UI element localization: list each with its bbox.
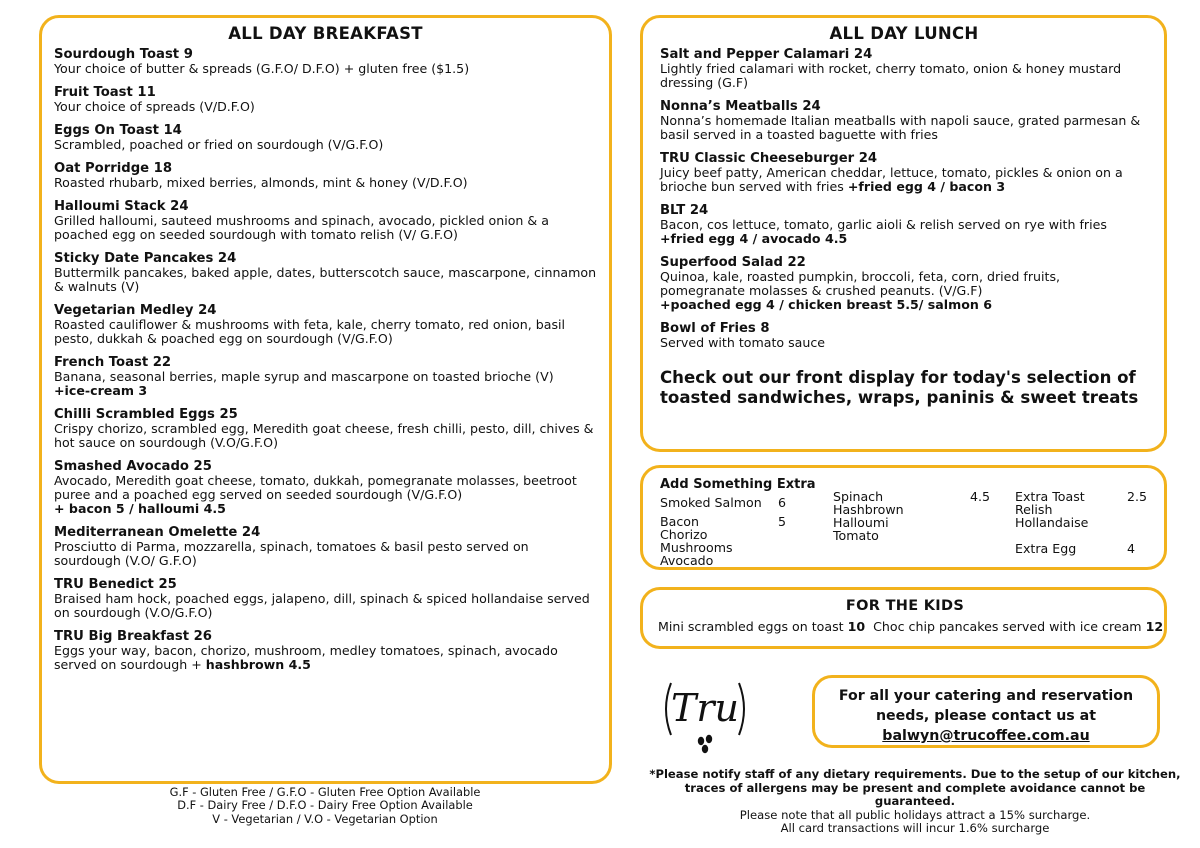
menu-item-description bbox=[660, 62, 1148, 90]
extra-item-name: Mushrooms bbox=[660, 540, 733, 555]
menu-item-name: BLT 24 bbox=[660, 203, 709, 218]
menu-item bbox=[54, 251, 597, 294]
lunch-list bbox=[660, 47, 1148, 350]
menu-item-addon: hashbrown 4.5 bbox=[205, 657, 311, 672]
lunch-display-note: Check out our front display for today's selection of toasted sandwiches, wraps, paninis & sweet treats bbox=[660, 368, 1139, 407]
legend-line: D.F - Dairy Free / D.F.O - Dairy Free Option Available bbox=[177, 798, 473, 813]
menu-item-description-text: Lightly fried calamari with rocket, cherry tomato, onion & honey mustard dressing (G.F) bbox=[660, 61, 1122, 90]
menu-item-description-text: Nonna’s homemade Italian meatballs with napoli sauce, grated parmesan & basil served in a toasted baguette with fries bbox=[660, 113, 1141, 142]
tru-logo bbox=[657, 661, 753, 757]
menu-item bbox=[54, 577, 597, 620]
menu-item-description bbox=[54, 318, 597, 346]
menu-item-description bbox=[54, 62, 597, 76]
menu-item-description bbox=[54, 176, 597, 190]
extras-column-3 bbox=[1015, 490, 1155, 555]
menu-item-name: Sticky Date Pancakes 24 bbox=[54, 251, 237, 266]
menu-item-name: Superfood Salad 22 bbox=[660, 255, 806, 270]
extra-item bbox=[1015, 516, 1155, 529]
menu-item-name: Mediterranean Omelette 24 bbox=[54, 525, 261, 540]
menu-item-description-text: Prosciutto di Parma, mozzarella, spinach, tomatoes & basil pesto served on sourdough (V.O/ G.F.O) bbox=[54, 539, 529, 568]
breakfast-title: ALL DAY BREAKFAST bbox=[228, 24, 423, 43]
menu-item-name: Halloumi Stack 24 bbox=[54, 199, 189, 214]
menu-item-description bbox=[660, 270, 1148, 312]
menu-item bbox=[54, 85, 597, 114]
menu-item-name: Chilli Scrambled Eggs 25 bbox=[54, 407, 238, 422]
kids-item-2: Choc chip pancakes served with ice cream bbox=[865, 619, 1146, 634]
menu-item-name: TRU Benedict 25 bbox=[54, 577, 177, 592]
kids-item-1: Mini scrambled eggs on toast bbox=[658, 619, 848, 634]
menu-item bbox=[54, 47, 597, 76]
menu-item-name: Oat Porridge 18 bbox=[54, 161, 173, 176]
menu-item bbox=[54, 355, 597, 398]
menu-item-name: French Toast 22 bbox=[54, 355, 172, 370]
extra-item-name: Hashbrown bbox=[833, 502, 904, 517]
extra-item-price: 4.5 bbox=[970, 489, 991, 504]
logo-text: Tru bbox=[671, 686, 739, 730]
extra-item-name: Smoked Salmon bbox=[660, 495, 762, 510]
menu-item-description-text: Your choice of butter & spreads (G.F.O/ D.F.O) + gluten free ($1.5) bbox=[54, 61, 470, 76]
allergen-warning: *Please notify staff of any dietary requirements. Due to the setup of our kitchen, traces of allergens may be present and complete avoidance cannot be guaranteed. bbox=[649, 767, 1181, 809]
extra-item-name: Tomato bbox=[833, 528, 879, 543]
menu-item-name: Eggs On Toast 14 bbox=[54, 123, 182, 138]
holiday-surcharge: Please note that all public holidays attract a 15% surcharge. bbox=[739, 807, 1091, 822]
extra-item-name: Chorizo bbox=[660, 527, 708, 542]
kids-items bbox=[658, 619, 1164, 634]
extra-item-price: 5 bbox=[778, 514, 787, 529]
menu-item-addon: +ice-cream 3 bbox=[54, 383, 148, 398]
menu-item-description-text: Roasted rhubarb, mixed berries, almonds, mint & honey (V/D.F.O) bbox=[54, 175, 468, 190]
extras-column-1 bbox=[660, 496, 810, 567]
menu-item-name: Fruit Toast 11 bbox=[54, 85, 156, 100]
menu-item bbox=[660, 321, 1148, 350]
legend-line: G.F - Gluten Free / G.F.O - Gluten Free Option Available bbox=[169, 785, 481, 799]
menu-item-description bbox=[54, 370, 597, 398]
menu-item-name: Smashed Avocado 25 bbox=[54, 459, 212, 474]
menu-item bbox=[660, 203, 1148, 246]
extra-item bbox=[1015, 542, 1155, 555]
menu-item-description bbox=[660, 218, 1148, 246]
menu-item-description-text: Your choice of spreads (V/D.F.O) bbox=[54, 99, 255, 114]
kids-title: FOR THE KIDS bbox=[845, 598, 965, 614]
extra-item-price: 4 bbox=[1127, 541, 1136, 556]
extras-panel bbox=[640, 465, 1167, 570]
contact-panel bbox=[812, 675, 1160, 748]
menu-item-description bbox=[54, 592, 597, 620]
menu-item-description bbox=[660, 336, 1148, 350]
menu-item-description bbox=[54, 540, 597, 568]
menu-item-description-text: Bacon, cos lettuce, tomato, garlic aioli & relish served on rye with fries bbox=[660, 217, 1107, 232]
menu-item bbox=[54, 123, 597, 152]
menu-item-description-text: Quinoa, kale, roasted pumpkin, broccoli, feta, corn, dried fruits, pomegranate molasses & crushed peanuts. (V/G.F) bbox=[660, 269, 1061, 298]
menu-item bbox=[660, 151, 1148, 194]
allergen-notice bbox=[645, 768, 1185, 836]
breakfast-list bbox=[54, 47, 597, 672]
menu-item-description-text: Juicy beef patty, American cheddar, lettuce, tomato, pickles & onion on a brioche bun served with fries bbox=[660, 165, 1123, 194]
menu-item-addon: +fried egg 4 / bacon 3 bbox=[847, 179, 1006, 194]
menu-item bbox=[54, 629, 597, 672]
menu-item-name: Nonna’s Meatballs 24 bbox=[660, 99, 821, 114]
contact-email-link[interactable]: balwyn@trucoffee.com.au bbox=[882, 728, 1090, 744]
menu-item-name: Sourdough Toast 9 bbox=[54, 47, 193, 62]
menu-item-description-text: Roasted cauliflower & mushrooms with feta, kale, cherry tomato, red onion, basil pesto, dukkah & poached egg on sourdough (V/G.F.O) bbox=[54, 317, 566, 346]
extra-item-name: Extra Egg bbox=[1015, 541, 1077, 556]
extras-column-2 bbox=[833, 490, 993, 542]
menu-item-description-text: Avocado, Meredith goat cheese, tomato, dukkah, pomegranate molasses, beetroot puree and a poached egg served on seeded sourdough (V/G.F.O) bbox=[54, 473, 577, 502]
menu-item bbox=[660, 47, 1148, 90]
menu-item bbox=[54, 303, 597, 346]
menu-item-addon: +poached egg 4 / chicken breast 5.5/ salmon 6 bbox=[660, 297, 992, 312]
extra-item-name: Bacon bbox=[660, 514, 699, 529]
menu-item bbox=[660, 99, 1148, 142]
menu-item-description-text: Braised ham hock, poached eggs, jalapeno, dill, spinach & spiced hollandaise served on sourdough (V.O/G.F.O) bbox=[54, 591, 590, 620]
extra-item-name: Hollandaise bbox=[1015, 515, 1089, 530]
menu-item bbox=[54, 199, 597, 242]
extra-item-price: 2.5 bbox=[1127, 489, 1148, 504]
kids-price-1: 10 bbox=[847, 619, 866, 634]
breakfast-panel bbox=[39, 15, 612, 784]
legend-line: V - Vegetarian / V.O - Vegetarian Option bbox=[212, 811, 438, 826]
extra-item-name: Extra Toast bbox=[1015, 489, 1085, 504]
extras-title: Add Something Extra bbox=[660, 477, 816, 492]
menu-item-description-text: Served with tomato sauce bbox=[660, 335, 826, 350]
extra-item-name: Halloumi bbox=[833, 515, 889, 530]
menu-item bbox=[660, 255, 1148, 312]
menu-item-description bbox=[54, 266, 597, 294]
extra-item-name: Relish bbox=[1015, 502, 1053, 517]
menu-item-description bbox=[54, 422, 597, 450]
extra-item bbox=[660, 496, 810, 509]
menu-item-description bbox=[54, 214, 597, 242]
menu-item-addon: +fried egg 4 / avocado 4.5 bbox=[660, 231, 848, 246]
extra-item bbox=[833, 529, 993, 542]
extra-item-price: 6 bbox=[778, 495, 787, 510]
kids-price-2: 12 bbox=[1145, 619, 1164, 634]
extra-item bbox=[660, 554, 810, 567]
menu-item-description-text: Scrambled, poached or fried on sourdough (V/G.F.O) bbox=[54, 137, 384, 152]
dietary-legend bbox=[150, 786, 500, 826]
menu-item-description bbox=[54, 644, 597, 672]
menu-item bbox=[54, 525, 597, 568]
menu-item-description bbox=[54, 138, 597, 152]
card-surcharge: All card transactions will incur 1.6% surcharge bbox=[780, 821, 1050, 836]
menu-item-description bbox=[54, 100, 597, 114]
menu-item-name: Vegetarian Medley 24 bbox=[54, 303, 217, 318]
kids-panel bbox=[640, 587, 1167, 649]
contact-line-2: needs, please contact us at bbox=[875, 708, 1097, 724]
contact-line-1: For all your catering and reservation bbox=[838, 688, 1134, 704]
menu-item bbox=[54, 407, 597, 450]
menu-item bbox=[54, 161, 597, 190]
extra-item-name: Avocado bbox=[660, 553, 714, 568]
menu-item-description bbox=[660, 114, 1148, 142]
menu-item bbox=[54, 459, 597, 516]
menu-item-addon: + bacon 5 / halloumi 4.5 bbox=[54, 501, 226, 516]
logo-icon bbox=[657, 661, 753, 757]
menu-item-description-text: Crispy chorizo, scrambled egg, Meredith goat cheese, fresh chilli, pesto, dill, chives & hot sauce on sourdough (V.O/G.F.O) bbox=[54, 421, 594, 450]
menu-item-name: Salt and Pepper Calamari 24 bbox=[660, 47, 873, 62]
lunch-panel bbox=[640, 15, 1167, 452]
menu-item-name: TRU Big Breakfast 26 bbox=[54, 629, 212, 644]
menu-item-description bbox=[54, 474, 597, 516]
menu-item-name: Bowl of Fries 8 bbox=[660, 321, 770, 336]
menu-item-description-text: Banana, seasonal berries, maple syrup and mascarpone on toasted brioche (V) bbox=[54, 369, 554, 384]
menu-item-description-text: Buttermilk pancakes, baked apple, dates, butterscotch sauce, mascarpone, cinnamon & walnuts (V) bbox=[54, 265, 597, 294]
menu-item-name: TRU Classic Cheeseburger 24 bbox=[660, 151, 878, 166]
extra-item-name: Spinach bbox=[833, 489, 884, 504]
menu-item-description bbox=[660, 166, 1148, 194]
menu-item-description-text: Grilled halloumi, sauteed mushrooms and spinach, avocado, pickled onion & a poached egg on seeded sourdough with tomato relish (V/ G.F.O) bbox=[54, 213, 549, 242]
lunch-title: ALL DAY LUNCH bbox=[829, 24, 979, 43]
menu-item-description-text: Eggs your way, bacon, chorizo, mushroom, medley tomatoes, spinach, avocado served on sourdough + bbox=[54, 643, 558, 672]
